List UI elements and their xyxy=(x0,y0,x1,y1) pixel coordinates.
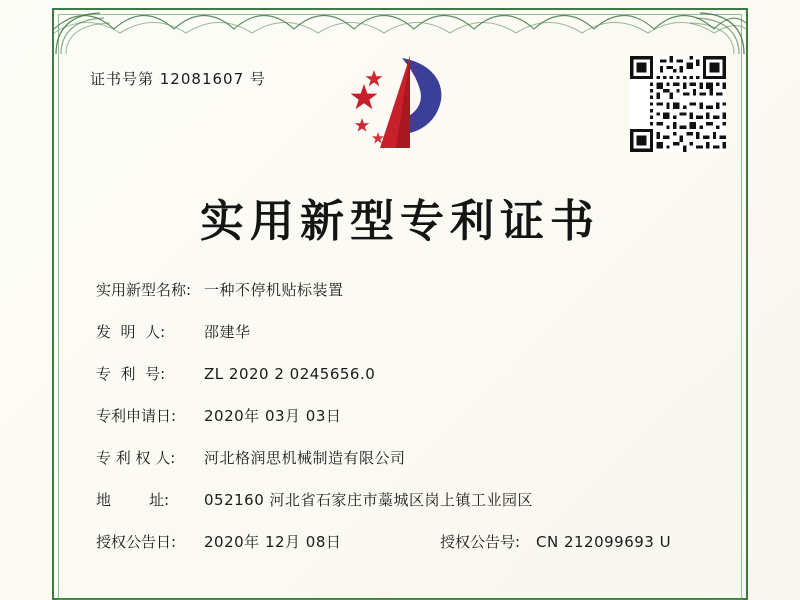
field-row-utility-model-name xyxy=(96,280,736,301)
ornament-corner-top-left xyxy=(54,10,114,56)
field-label-address: 地 址: xyxy=(96,491,170,509)
field-label-inventor: 发 明 人: xyxy=(96,323,166,341)
field-label-patent-number: 专 利 号: xyxy=(96,365,166,383)
field-value-grant-date: 2020年 12月 08日 xyxy=(204,533,342,551)
certificate-fields xyxy=(96,280,736,574)
field-row-patentee xyxy=(96,448,736,469)
field-value-patent-number: ZL 2020 2 0245656.0 xyxy=(204,365,376,383)
field-label-application-date: 专利申请日: xyxy=(96,407,177,425)
ornament-corner-top-right xyxy=(686,10,746,56)
field-label-utility-model-name: 实用新型名称: xyxy=(96,281,192,299)
field-value-patentee: 河北格润思机械制造有限公司 xyxy=(204,449,406,467)
field-value-address: 052160 河北省石家庄市藁城区岗上镇工业园区 xyxy=(204,491,534,509)
qr-code xyxy=(630,56,726,152)
field-row-patent-number xyxy=(96,364,736,385)
field-row-address xyxy=(96,490,736,511)
field-row-grant-announcement xyxy=(96,532,736,553)
field-label-patentee: 专 利 权 人: xyxy=(96,449,176,467)
field-value-utility-model-name: 一种不停机贴标装置 xyxy=(204,281,344,299)
field-label-grant-date: 授权公告日: xyxy=(96,533,177,551)
ornament-top-band xyxy=(54,9,746,35)
field-value-application-date: 2020年 03月 03日 xyxy=(204,407,342,425)
field-label-grant-number: 授权公告号: xyxy=(440,533,521,551)
certificate-number: 证书号第 12081607 号 xyxy=(90,70,266,88)
page-title: 实用新型专利证书 xyxy=(200,196,600,247)
field-value-grant-number: CN 212099693 U xyxy=(536,533,672,551)
field-value-inventor: 邵建华 xyxy=(204,323,251,341)
field-row-application-date xyxy=(96,406,736,427)
patent-office-logo xyxy=(340,50,460,160)
field-row-inventor xyxy=(96,322,736,343)
